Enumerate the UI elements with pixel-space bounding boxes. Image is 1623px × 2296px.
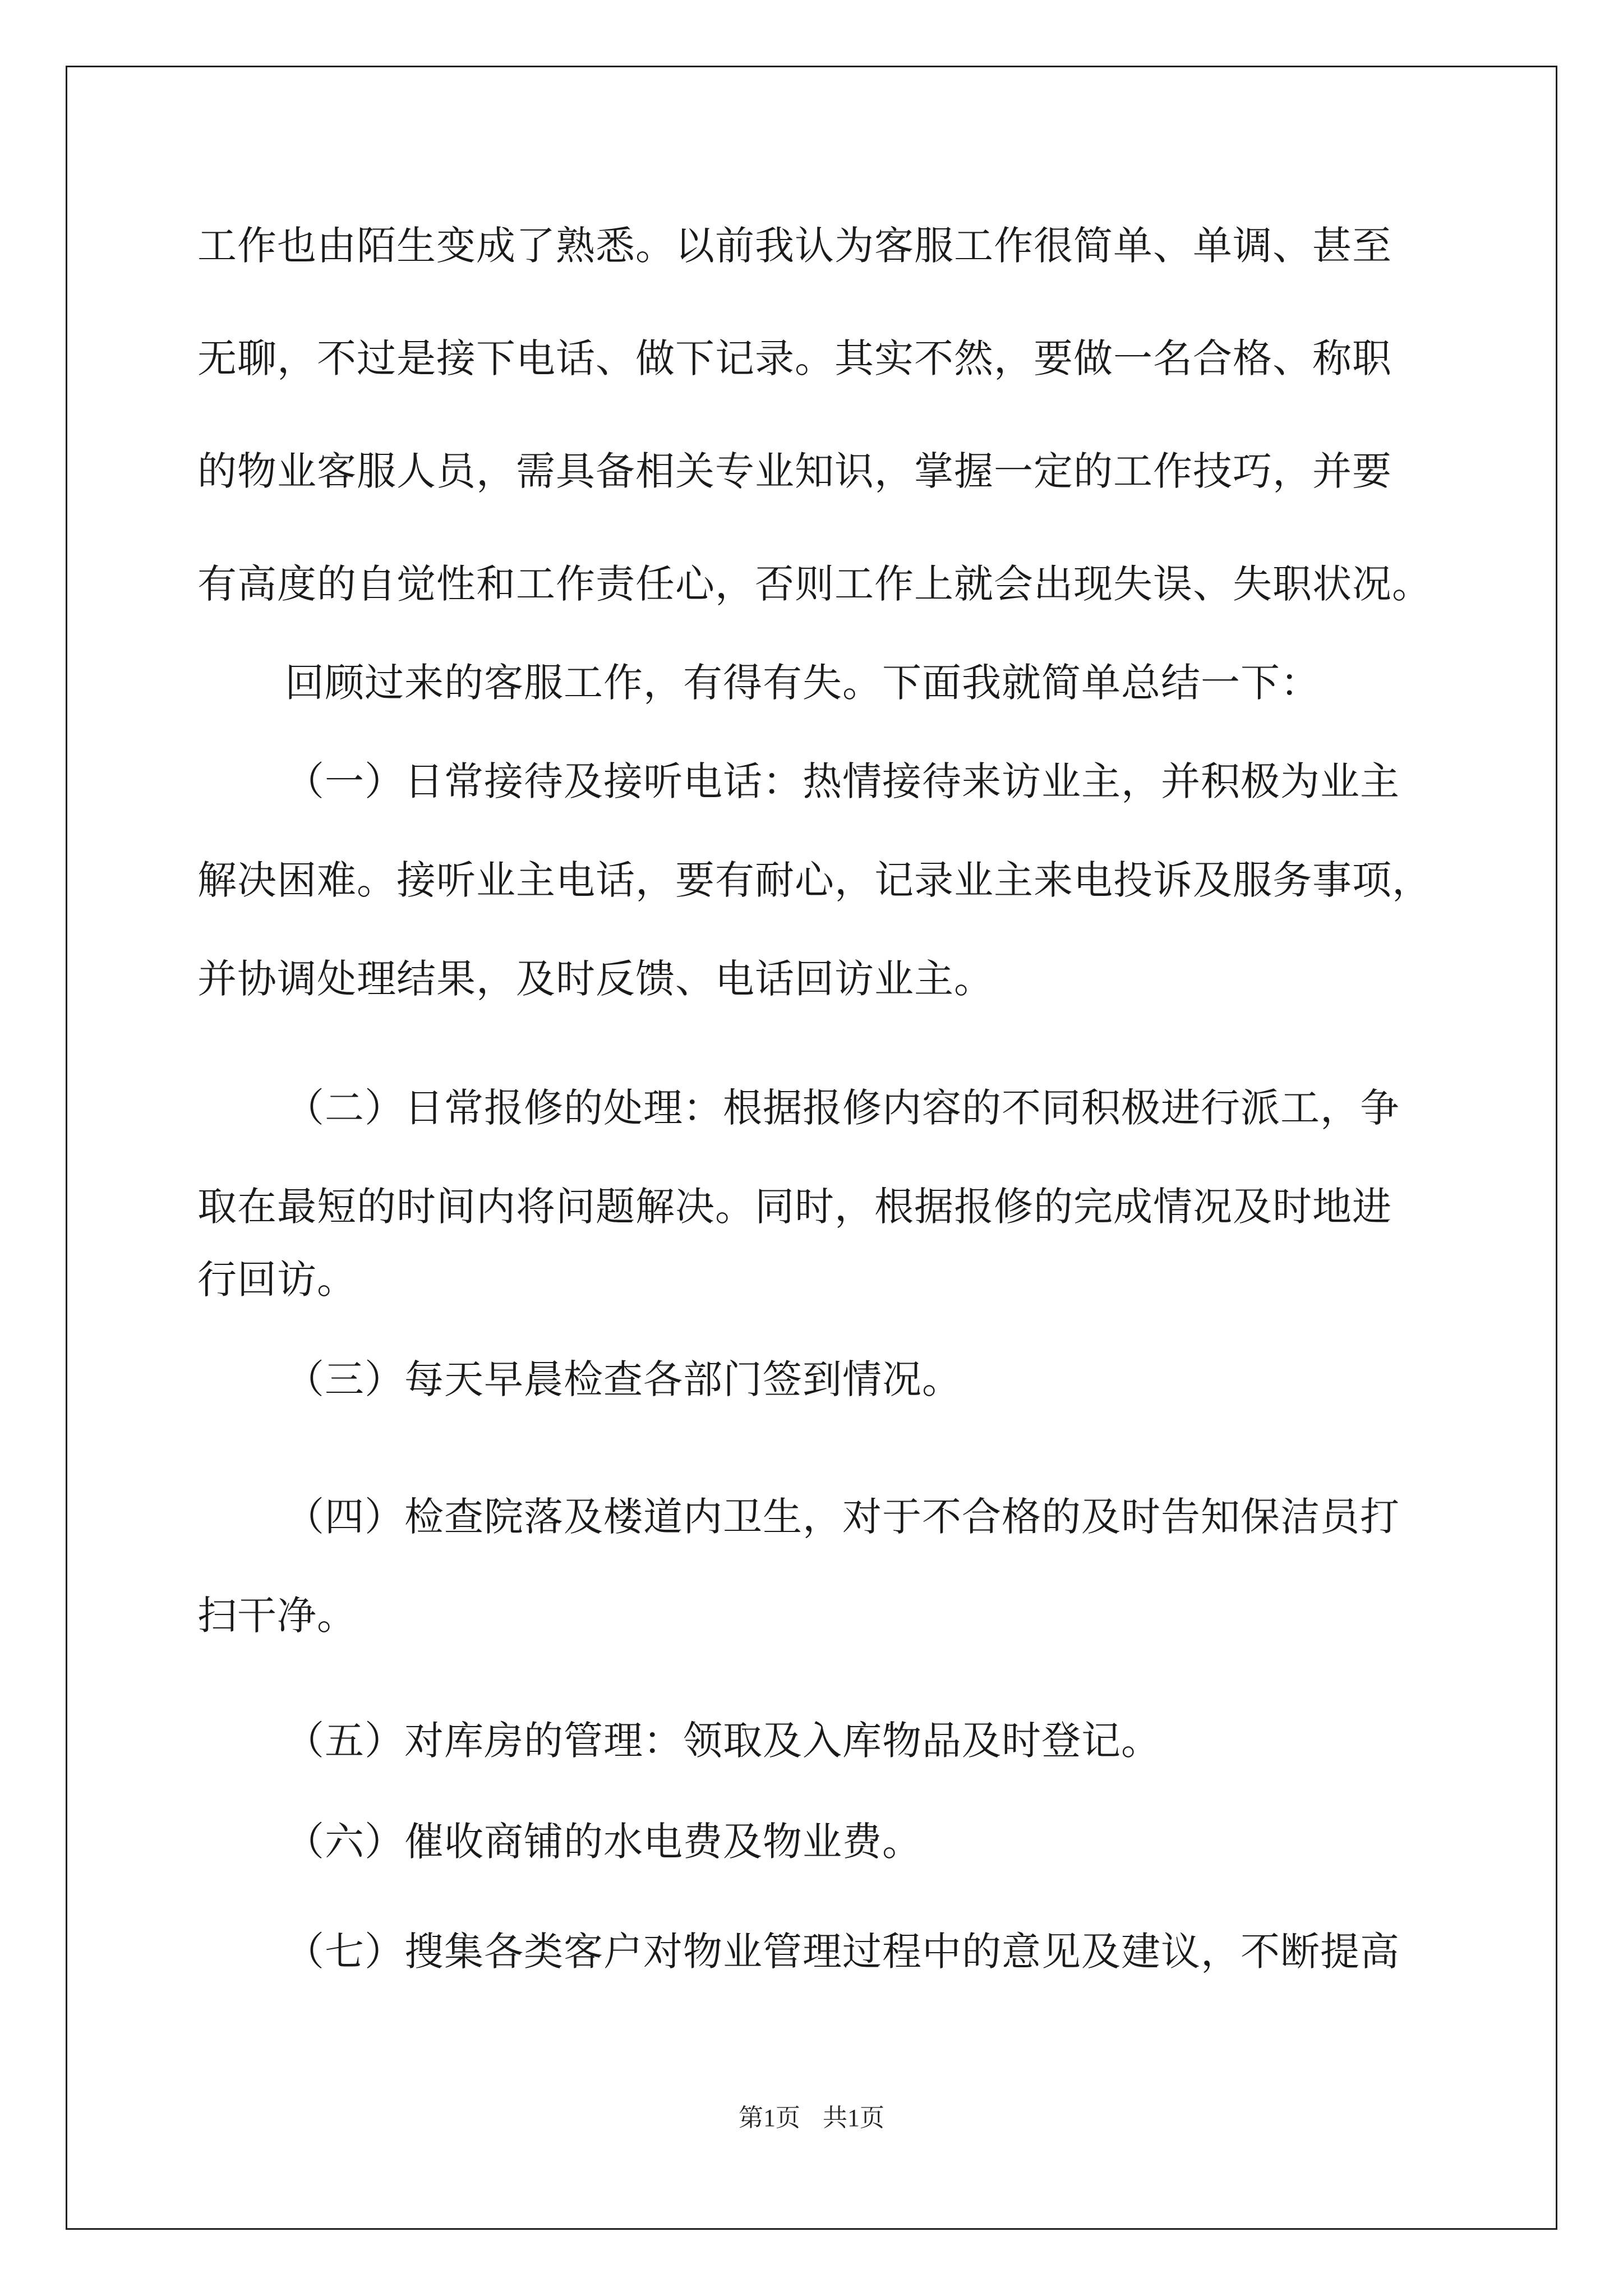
paragraph-line: （五）对库房的管理：领取及入库物品及时登记。 <box>285 1718 1161 1764</box>
paragraph-line: 扫干净。 <box>197 1593 357 1639</box>
paragraph-line: 取在最短的时间内将问题解决。同时，根据报修的完成情况及时地进 <box>197 1184 1392 1230</box>
paragraph-line: 工作也由陌生变成了熟悉。以前我认为客服工作很简单、单调、甚至 <box>197 223 1392 269</box>
paragraph-line: 无聊，不过是接下电话、做下记录。其实不然，要做一名合格、称职 <box>197 335 1392 381</box>
paragraph-line: （七）搜集各类客户对物业管理过程中的意见及建议，不断提高 <box>285 1929 1400 1975</box>
page-border <box>66 66 1557 2230</box>
paragraph-line: 有高度的自觉性和工作责任心，否则工作上就会出现失误、失职状况。 <box>197 561 1432 607</box>
paragraph-line: 解决困难。接听业主电话，要有耐心，记录业主来电投诉及服务事项， <box>197 857 1432 903</box>
page-total: 共1页 <box>823 2104 884 2132</box>
page-number: 第1页 <box>739 2104 800 2132</box>
paragraph-line: （一）日常接待及接听电话：热情接待来访业主，并积极为业主 <box>285 758 1400 804</box>
paragraph-line: 并协调处理结果，及时反馈、电话回访业主。 <box>197 956 994 1002</box>
paragraph-line: 回顾过来的客服工作，有得有失。下面我就简单总结一下： <box>285 660 1320 706</box>
paragraph-line: （四）检查院落及楼道内卫生，对于不合格的及时告知保洁员打 <box>285 1494 1400 1540</box>
page-footer <box>0 2102 1623 2134</box>
paragraph-line: （二）日常报修的处理：根据报修内容的不同积极进行派工，争 <box>285 1085 1400 1131</box>
paragraph-line: （三）每天早晨检查各部门签到情况。 <box>285 1356 962 1402</box>
paragraph-line: （六）催收商铺的水电费及物业费。 <box>285 1819 922 1865</box>
paragraph-line: 的物业客服人员，需具备相关专业知识，掌握一定的工作技巧，并要 <box>197 448 1392 494</box>
paragraph-line: 行回访。 <box>197 1257 357 1303</box>
